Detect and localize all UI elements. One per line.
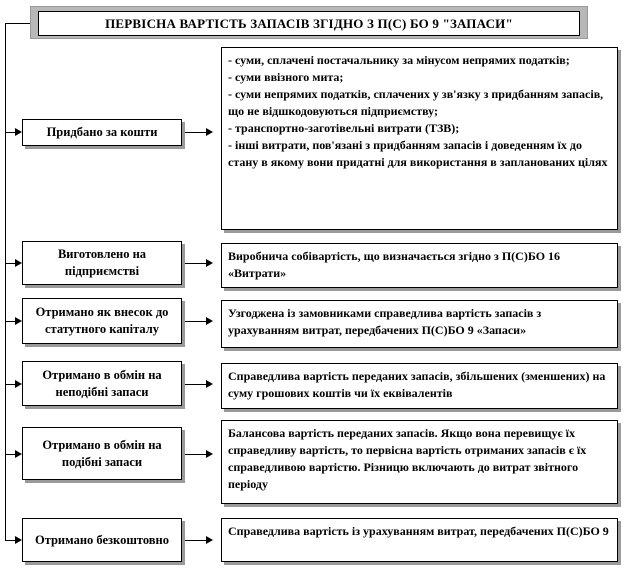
cost-line: - суми ввізного мита; <box>228 70 344 84</box>
arrow-row-5 <box>15 450 22 458</box>
arrow-row-1 <box>15 128 22 136</box>
cost-box-free-of-charge <box>221 518 618 562</box>
source-box-capital-contribution <box>22 298 182 344</box>
source-label-manufactured: Виготовлено на підприємстві <box>57 247 147 278</box>
cost-box-purchased <box>221 47 618 230</box>
connector-row-4 <box>5 384 15 385</box>
source-box-manufactured <box>22 241 182 285</box>
source-label-capital-contribution: Отримано як внесок до статутного капіталу <box>35 305 169 336</box>
arrow-row-2 <box>15 259 22 267</box>
source-label-exchange-similar: Отримано в обмін на подібні запаси <box>42 437 162 469</box>
connector-row-1 <box>5 132 15 133</box>
arrow-row-4 <box>15 380 22 388</box>
link-6 <box>182 540 206 541</box>
link-arrow-1 <box>206 128 213 136</box>
source-label-free-of-charge: Отримано безкоштовно <box>34 532 170 547</box>
cost-line: - транспортно-заготівельні витрати (ТЗВ); <box>228 121 460 135</box>
cost-text: Справедлива вартість із урахуванням витрат, передбачених П(С)БО 9 <box>228 524 609 538</box>
connector-row-2 <box>5 263 15 264</box>
cost-text: Виробнича собівартість, що визначається згідно з П(С)БО 16 «Витрати» <box>228 249 561 280</box>
source-label-exchange-dissimilar: Отримано в обмін на неподібні запаси <box>42 367 162 399</box>
link-2 <box>182 263 206 264</box>
source-label-purchased: Придбано за кошти <box>46 125 158 139</box>
connector-row-3 <box>5 321 15 322</box>
cost-line: - суми, сплачені постачальнику за мінусом непрямих податків; <box>228 53 570 67</box>
link-arrow-5 <box>206 450 213 458</box>
cost-text: Балансова вартість переданих запасів. Якщо вона перевищує їх справедливу вартість, то первісна вартість отриманих запасів є їх справедливою вартістю. Різницю включають до витрат звітного періоду <box>228 426 587 491</box>
link-4 <box>182 384 206 385</box>
source-box-exchange-similar <box>22 427 182 480</box>
cost-box-exchange-similar <box>221 420 618 504</box>
link-arrow-4 <box>206 380 213 388</box>
source-box-free-of-charge <box>22 518 182 562</box>
source-box-exchange-dissimilar <box>22 361 182 406</box>
link-arrow-2 <box>206 259 213 267</box>
cost-box-capital-contribution <box>221 300 618 348</box>
link-1 <box>182 132 206 133</box>
link-arrow-3 <box>206 317 213 325</box>
arrow-row-3 <box>15 317 22 325</box>
source-box-purchased <box>22 119 182 146</box>
diagram-title: ПЕРВІСНА ВАРТІСТЬ ЗАПАСІВ ЗГІДНО З П(С) БО 9 "ЗАПАСИ" <box>38 11 580 36</box>
arrow-row-6 <box>15 536 22 544</box>
connector-row-6 <box>5 540 15 541</box>
cost-line: - інші витрати, пов'язані з придбанням запасів і доведенням їх до стану в якому вони придатні для використання в запланованих цілях <box>228 138 608 169</box>
cost-line: - суми непрямих податків, сплачених у зв'язку з придбанням запасів, що не відшкодовуються підприємству; <box>228 87 604 118</box>
link-arrow-6 <box>206 536 213 544</box>
link-5 <box>182 454 206 455</box>
connector-spine <box>5 23 6 541</box>
link-3 <box>182 321 206 322</box>
connector-row-5 <box>5 454 15 455</box>
cost-box-manufactured <box>221 243 618 288</box>
cost-text: Справедлива вартість переданих запасів, збільшених (зменшених) на суму грошових коштів чи їх еквівалентів <box>228 369 606 400</box>
cost-box-exchange-dissimilar <box>221 363 618 409</box>
cost-text: Узгоджена із замовниками справедлива вартість запасів з урахуванням витрат, передбачених П(С)БО 9 «Запаси» <box>228 306 542 337</box>
